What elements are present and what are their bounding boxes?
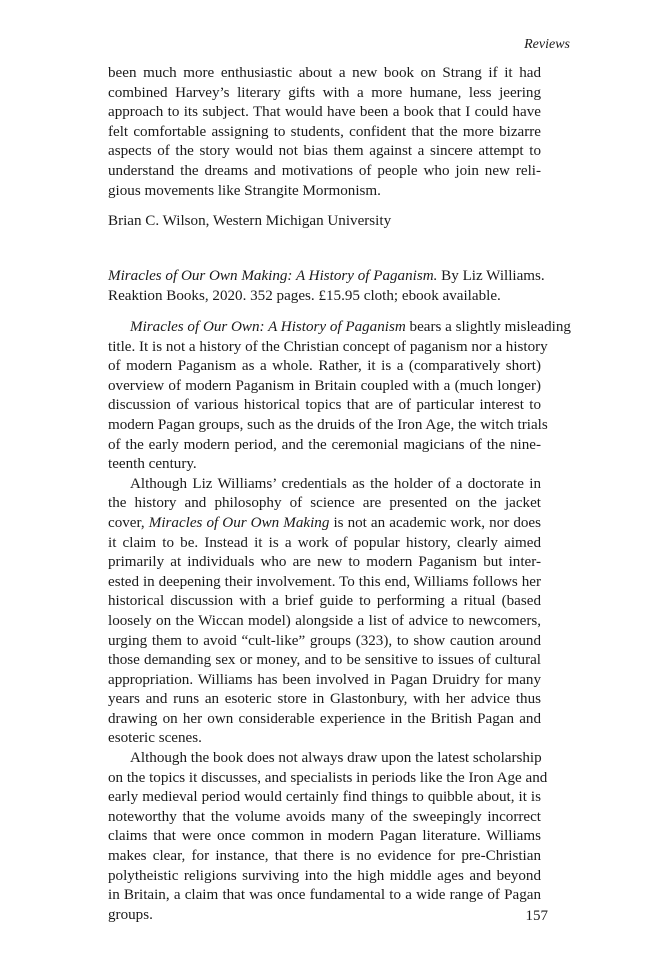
paragraph-1-line-1	[108, 318, 571, 338]
book-citation	[108, 267, 545, 306]
text-line: in Britain, a claim that was once fundamental to a wide range of Pagan	[108, 887, 541, 904]
paragraph-3-line-1: Although the book does not always draw upon the latest scholarship	[130, 750, 542, 767]
review-body	[108, 318, 571, 925]
text-line: loosely on the Wiccan model) alongside a list of advice to newcomers,	[108, 612, 541, 629]
text-line: aspects of the story would not bias them against a sincere attempt to	[108, 143, 541, 160]
text-line: of the early modern period, and the ceremonial magicians of the nine-	[108, 436, 541, 453]
paragraph-2-line-3	[108, 514, 541, 534]
text-line: understand the dreams and motivations of people who join new reli-	[108, 162, 541, 179]
text-line: approach to its subject. That would have been a book that I could have	[108, 104, 541, 121]
text-line: title. It is not a history of the Christian concept of paganism nor a history	[108, 338, 548, 355]
book-title-inline: Miracles of Our Own Making	[148, 514, 330, 531]
text-line: urging them to avoid “cult-like” groups (323), to show caution around	[108, 632, 541, 649]
text-line: modern Pagan groups, such as the druids of the Iron Age, the witch trials	[108, 416, 548, 433]
previous-review-closing	[108, 64, 541, 201]
text-span: bears a slightly misleading	[405, 319, 571, 335]
text-line: discussion of various historical topics that are of particular interest to	[108, 397, 541, 414]
citation-line-2: Reaktion Books, 2020. 352 pages. £15.95 cloth; ebook available.	[108, 287, 501, 304]
text-line: noteworthy that the volume avoids many of the sweepingly incorrect	[108, 808, 541, 825]
text-line: those demanding sex or money, and to be sensitive to issues of cultural	[108, 652, 541, 669]
page-number: 157	[525, 908, 548, 924]
text-line: the history and philosophy of science are presented on the jacket	[108, 495, 541, 512]
text-line: historical discussion with a brief guide to performing a ritual (based	[108, 593, 541, 610]
text-line: early medieval period would certainly find things to quibble about, it is	[108, 789, 541, 806]
text-line: appropriation. Williams has been involved in Pagan Druidry for many	[108, 671, 541, 688]
text-line: been much more enthusiastic about a new book on Strang if it had	[108, 65, 541, 81]
text-line: combined Harvey’s literary gifts with a more humane, less jeering	[108, 84, 541, 101]
text-line: years and runs an esoteric store in Glastonbury, with her advice thus	[108, 691, 541, 708]
text-span: cover,	[108, 514, 149, 531]
text-line: claims that were once common in modern Pagan literature. Williams	[108, 828, 541, 845]
citation-author: By Liz Williams.	[437, 268, 545, 284]
running-header: Reviews	[524, 37, 570, 52]
text-line: ested in deepening their involvement. To this end, Williams follows her	[108, 573, 541, 590]
book-title: Miracles of Our Own Making: A History of Paganism.	[108, 268, 438, 284]
text-span: is not an academic work, nor does	[329, 514, 541, 531]
text-line: gious movements like Strangite Mormonism.	[108, 182, 381, 199]
reviewer-signature: Brian C. Wilson, Western Michigan University	[108, 213, 392, 229]
text-line: drawing on her own considerable experience in the British Pagan and	[108, 710, 541, 727]
text-line: polytheistic religions surviving into the high middle ages and beyond	[108, 867, 541, 884]
text-line: felt comfortable assigning to students, confident that the more bizarre	[108, 123, 541, 140]
book-title-inline: Miracles of Our Own: A History of Paganism	[130, 319, 406, 335]
text-line: primarily at individuals who are new to modern Paganism but inter-	[108, 554, 541, 571]
paragraph-2-line-1: Although Liz Williams’ credentials as the holder of a doctorate in	[130, 475, 541, 492]
text-line: on the topics it discusses, and specialists in periods like the Iron Age and	[108, 769, 548, 786]
text-line: of modern Paganism as a whole. Rather, it is a (comparatively short)	[108, 358, 541, 375]
text-line: it claim to be. Instead it is a work of popular history, clearly aimed	[108, 534, 541, 551]
text-line: makes clear, for instance, that there is no evidence for pre-Christian	[108, 848, 541, 865]
citation-line-1	[108, 267, 545, 287]
text-line: teenth century.	[108, 456, 197, 473]
text-line: groups.	[108, 906, 153, 923]
text-line: esoteric scenes.	[108, 730, 202, 747]
text-line: overview of modern Paganism in Britain coupled with a (much longer)	[108, 377, 541, 394]
